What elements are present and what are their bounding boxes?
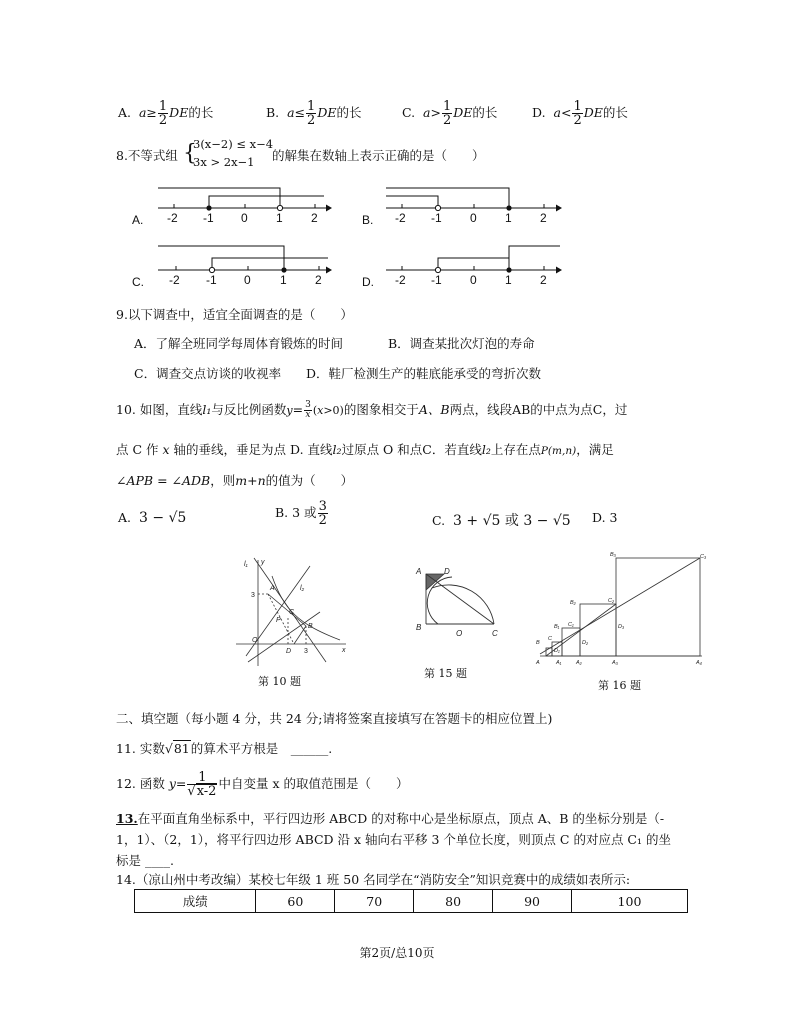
svg-text:A: A bbox=[270, 585, 275, 592]
q9-option-b: B．调查某批次灯泡的寿命 bbox=[388, 336, 535, 351]
table-cell: 70 bbox=[335, 890, 414, 913]
svg-text:1: 1 bbox=[505, 273, 512, 287]
svg-text:3: 3 bbox=[304, 648, 308, 655]
svg-text:C₃: C₃ bbox=[700, 554, 707, 560]
svg-text:-2: -2 bbox=[167, 211, 178, 225]
svg-text:A₃: A₃ bbox=[612, 660, 618, 666]
svg-text:-1: -1 bbox=[431, 211, 442, 225]
svg-text:D₂: D₂ bbox=[582, 640, 589, 646]
q14-stem: 14.（凉山州中考改编）某校七年级 1 班 50 名同学在“消防安全”知识竞赛中的成绩如表所示: bbox=[116, 872, 631, 887]
svg-text:1: 1 bbox=[505, 211, 512, 225]
q7-option-a: A. a≥ $\frac{1}{2}$ DE的长 bbox=[118, 99, 214, 128]
q12: 12. 函数 y= $\frac{1}{√x-2}$ 中自变量 x 的取值范围是（ ） bbox=[116, 770, 409, 799]
svg-text:A₄: A₄ bbox=[696, 660, 702, 666]
svg-text:D: D bbox=[444, 567, 450, 576]
page-footer: 第2页/总10页 bbox=[359, 946, 435, 960]
q8-stem-prefix: 8.不等式组 bbox=[116, 148, 178, 163]
svg-text:D₁: D₁ bbox=[554, 648, 560, 654]
svg-text:O: O bbox=[456, 629, 463, 638]
svg-text:D₃: D₃ bbox=[618, 624, 625, 630]
svg-text:B₃: B₃ bbox=[610, 552, 616, 558]
svg-text:0: 0 bbox=[244, 273, 251, 287]
q7-option-b: B. a≤ $\frac{1}{2}$ DE的长 bbox=[266, 99, 362, 128]
svg-text:1: 1 bbox=[276, 211, 283, 225]
svg-text:C: C bbox=[289, 609, 295, 616]
figure-10 bbox=[234, 556, 350, 668]
q8-inequality-1: 3(x−2) ≤ x−4 bbox=[193, 137, 274, 151]
q10-line-1: 10. 如图，直线l₁与反比例函数y= $\frac{3}{x}$ (x>0)的图象相交于A、B两点，线段AB的中点为点C，过 bbox=[116, 400, 628, 420]
q13-line-2: 1，1）、（2，1），将平行四边形 ABCD 沿 x 轴向右平移 3 个单位长度，则顶点 C 的对应点 C₁ 的坐 bbox=[116, 832, 671, 847]
table-cell: 100 bbox=[571, 890, 687, 913]
svg-text:B: B bbox=[536, 640, 540, 646]
section-2-heading: 二、填空题（每小题 4 分，共 24 分;请将签案直接填写在答题卡的相应位置上) bbox=[116, 711, 553, 726]
svg-text:B: B bbox=[416, 623, 422, 632]
q8-number-lines bbox=[128, 176, 578, 294]
q13-line-3: 标是 ____. bbox=[116, 853, 174, 868]
figure-15-caption: 第 15 题 bbox=[424, 667, 467, 680]
figure-16 bbox=[532, 548, 712, 670]
q10-option-d: D. 3 bbox=[592, 510, 618, 525]
svg-text:B₂: B₂ bbox=[570, 600, 576, 606]
svg-text:-1: -1 bbox=[206, 273, 217, 287]
q7-option-d: D. a< $\frac{1}{2}$ DE的长 bbox=[532, 99, 628, 128]
system-brace: { bbox=[183, 141, 197, 166]
q9-option-c: C．调查交点访谈的收视率 bbox=[134, 366, 282, 381]
svg-text:D: D bbox=[286, 648, 292, 655]
svg-text:2: 2 bbox=[315, 273, 322, 287]
svg-text:x: x bbox=[342, 647, 346, 654]
svg-text:A₁: A₁ bbox=[556, 660, 562, 666]
svg-text:A: A bbox=[416, 567, 422, 576]
svg-text:0: 0 bbox=[470, 211, 477, 225]
q8-inequality-2: 3x > 2x−1 bbox=[193, 155, 255, 169]
svg-text:2: 2 bbox=[311, 211, 318, 225]
svg-text:-2: -2 bbox=[395, 211, 406, 225]
svg-text:A: A bbox=[536, 660, 540, 666]
option-a-label: A. bbox=[132, 213, 144, 227]
svg-text:2: 2 bbox=[540, 211, 547, 225]
table-row bbox=[135, 890, 688, 913]
svg-text:C₂: C₂ bbox=[608, 598, 615, 604]
option-b-label: B. bbox=[362, 213, 374, 227]
q13-line-1: 13.在平面直角坐标系中，平行四边形 ABCD 的对称中心是坐标原点，顶点 A、B 的坐标分别是（- bbox=[116, 811, 665, 826]
figure-15 bbox=[408, 560, 512, 644]
svg-text:y: y bbox=[261, 559, 265, 566]
option-d-label: D. bbox=[362, 275, 374, 289]
q8-stem-suffix: 的解集在数轴上表示正确的是（ ） bbox=[272, 148, 485, 163]
table-cell: 90 bbox=[493, 890, 572, 913]
svg-text:l₂: l₂ bbox=[300, 585, 305, 592]
svg-text:0: 0 bbox=[241, 211, 248, 225]
figure-16-caption: 第 16 题 bbox=[598, 679, 641, 692]
table-cell: 80 bbox=[414, 890, 493, 913]
figure-10-caption: 第 10 题 bbox=[258, 675, 301, 688]
q10-line-3: ∠APB = ∠ADB，则m+n的值为（ ） bbox=[116, 473, 354, 488]
svg-text:l₁: l₁ bbox=[244, 561, 248, 568]
svg-text:3: 3 bbox=[251, 592, 255, 599]
svg-text:A₂: A₂ bbox=[576, 660, 582, 666]
svg-text:C₁: C₁ bbox=[568, 622, 574, 628]
q7-option-c: C. a> $\frac{1}{2}$ DE的长 bbox=[402, 99, 498, 128]
q10-line-2: 点 C 作 x 轴的垂线，垂足为点 D. 直线l₂过原点 O 和点C．若直线l₂上存在点P(m,n)，满足 bbox=[116, 442, 614, 457]
option-c-label: C. bbox=[132, 275, 144, 289]
svg-text:-1: -1 bbox=[203, 211, 214, 225]
q9-option-a: A．了解全班同学每周体育锻炼的时间 bbox=[134, 336, 344, 351]
q10-option-b: B. 3 或 $\frac{3}{2}$ bbox=[275, 499, 327, 528]
svg-text:-1: -1 bbox=[431, 273, 442, 287]
svg-text:B₁: B₁ bbox=[554, 624, 560, 630]
table-cell: 60 bbox=[256, 890, 335, 913]
q14-score-table bbox=[134, 889, 688, 913]
svg-text:P: P bbox=[276, 617, 281, 624]
table-cell: 成绩 bbox=[135, 890, 256, 913]
svg-text:0: 0 bbox=[470, 273, 477, 287]
svg-text:1: 1 bbox=[280, 273, 287, 287]
svg-text:C: C bbox=[492, 629, 498, 638]
svg-text:O: O bbox=[252, 637, 258, 644]
q10-option-c: C. 3 + √5 或 3 − √5 bbox=[432, 513, 571, 529]
q9-stem: 9.以下调查中，适宜全面调查的是（ ） bbox=[116, 307, 353, 322]
svg-text:-2: -2 bbox=[169, 273, 180, 287]
svg-text:-2: -2 bbox=[395, 273, 406, 287]
q11: 11. 实数√81的算术平方根是 ______. bbox=[116, 741, 333, 756]
q10-option-a: A. 3 − √5 bbox=[118, 510, 187, 526]
q9-option-d: D．鞋厂检测生产的鞋底能承受的弯折次数 bbox=[306, 366, 542, 381]
svg-text:C: C bbox=[548, 636, 552, 642]
svg-text:2: 2 bbox=[540, 273, 547, 287]
svg-text:B: B bbox=[308, 623, 313, 630]
